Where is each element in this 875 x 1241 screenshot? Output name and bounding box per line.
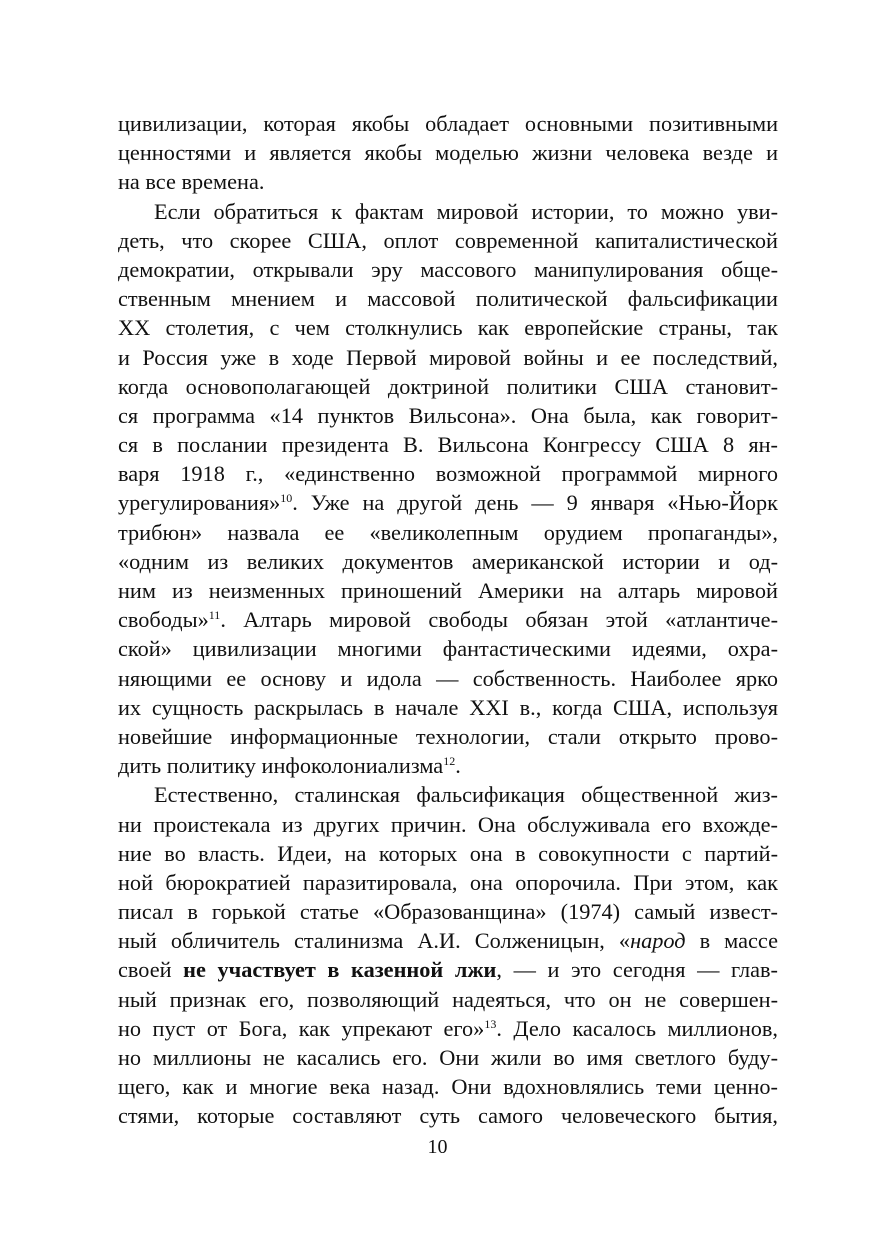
text-line: ской» цивилизации многими фантастическими идеями, охра- [118,636,778,662]
text-line: стями, которые составляют суть самого человеческого бытия, [118,1103,778,1129]
text-line: «одним из великих документов американской истории и од- [118,548,778,574]
text-line: ним из неизменных приношений Америки на алтарь мировой [118,578,778,603]
text-line: варя 1918 г., «единственно возможной программой мирного [118,461,778,487]
text-segment: дить политику инфоколониализма [118,753,444,779]
text-segment: . Алтарь мировой свободы обязан этой «атлантиче- [220,607,778,633]
bold-text: не участвует в казенной лжи [183,957,497,983]
text-line: щего, как и многие века назад. Они вдохновлялись теми ценно- [118,1074,778,1100]
text-line: и Россия уже в ходе Первой мировой войны и ее последствий, [118,344,778,370]
text-line: их сущность раскрылась в начале ХХI в., когда США, используя [118,694,778,720]
page-body [118,109,778,1131]
paragraph-1 [118,109,778,197]
footnote-ref-10: 10 [280,491,293,506]
paragraph-2 [118,197,778,781]
text-segment: . [455,753,461,779]
text-segment: ный обличитель сталинизма А.И. Солженицын, « [118,928,631,954]
text-line: демократии, открывали эру массового манипулирования обще- [118,256,778,282]
text-line: Если обратиться к фактам мировой истории, то можно уви- [154,198,778,224]
text-line: няющими ее основу и идола — собственность. Наиболее ярко [118,665,778,691]
text-line [118,488,778,517]
text-line: ние во власть. Идеи, на которых она в совокупности с партий- [118,840,778,866]
text-line: ственным мнением и массовой политической фальсификации [118,286,778,312]
text-line [118,926,778,955]
text-line: ной бюрократией паразитировала, она опорочила. При этом, как [118,869,778,895]
paragraph-3 [118,780,778,1130]
footnote-ref-13: 13 [484,1016,497,1031]
text-line: деть, что скорее США, оплот современной капиталистической [118,227,778,253]
text-segment: но пуст от Бога, как упрекают его» [118,1015,485,1041]
text-segment: , — и это сегодня — глав- [496,957,778,983]
text-line [118,1014,778,1043]
italic-text: народ [630,928,686,954]
text-line: Естественно, сталинская фальсификация общественной жиз- [154,782,778,808]
footnote-ref-11: 11 [208,608,221,623]
text-line: цивилизации, которая якобы обладает основными позитивными [118,111,778,136]
text-line: ся в послании президента В. Вильсона Конгрессу США 8 ян- [118,432,778,458]
text-line: ни проистекала из других причин. Она обслуживала его вхожде- [118,811,778,837]
text-segment: . Дело касалось миллионов, [496,1015,778,1041]
text-segment: . Уже на другой день — 9 января «Нью-Йорк [292,490,778,516]
text-line: трибюн» назвала ее «великолепным орудием пропаганды», [118,519,778,545]
text-segment: свободы» [118,607,209,633]
text-line [118,751,778,780]
text-line [118,955,778,984]
footnote-ref-12: 12 [443,754,456,769]
text-segment: урегулирования» [118,490,281,516]
text-line: писал в горькой статье «Образованщина» (1974) самый извест- [118,899,778,925]
text-line: ный признак его, позволяющий надеяться, что он не совершен- [118,986,778,1012]
text-line: когда основополагающей доктриной политики США становит- [118,373,778,399]
text-segment: в массе [685,928,778,954]
text-segment: своей [118,957,184,983]
text-line: но миллионы не касались его. Они жили во имя светлого буду- [118,1045,778,1070]
text-line [118,605,778,634]
page-number: 10 [427,1136,448,1158]
text-line: ХХ столетия, с чем столкнулись как европейские страны, так [118,315,778,341]
text-line: ценностями и является якобы моделью жизни человека везде и [118,140,778,166]
text-line: на все времена. [118,169,265,195]
text-line: новейшие информационные технологии, стали открыто прово- [118,723,778,749]
text-line: ся программа «14 пунктов Вильсона». Она была, как говорит- [118,402,778,428]
